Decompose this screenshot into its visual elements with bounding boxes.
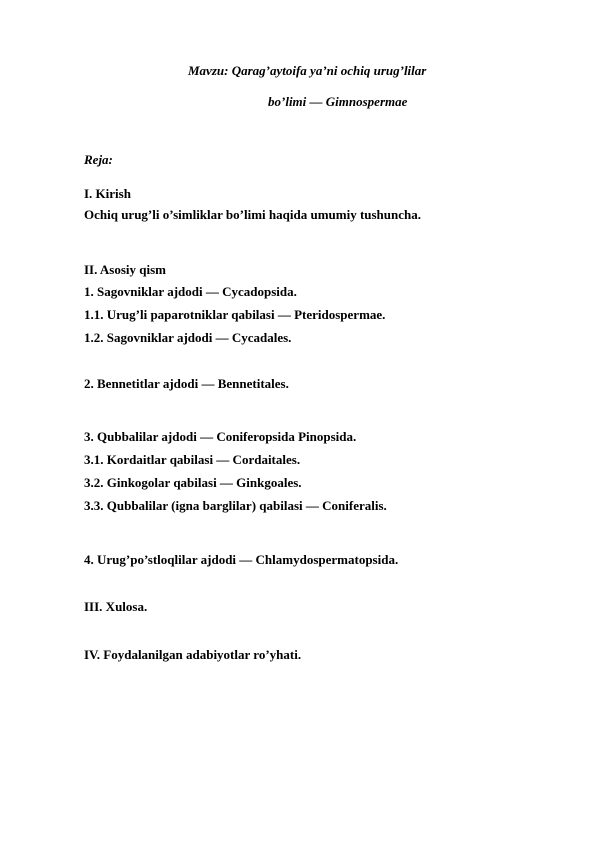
section-intro-heading: I. Kirish: [84, 186, 131, 201]
list-item: 3.3. Qubbalilar (igna barglilar) qabilasi — Coniferalis.: [84, 498, 387, 513]
plan-label: Reja:: [84, 152, 113, 167]
list-item: 1.2. Sagovniklar ajdodi — Cycadales.: [84, 330, 292, 345]
list-item: 1.1. Urug’li paparotniklar qabilasi — Pteridospermae.: [84, 307, 386, 322]
list-item: Ochiq urug’li o’simliklar bo’limi haqida umumiy tushuncha.: [84, 207, 421, 222]
section-conclusion-heading: III. Xulosa.: [84, 599, 148, 614]
list-item: 4. Urug’po’stloqlilar ajdodi — Chlamydospermatopsida.: [84, 552, 399, 567]
title-line-1: Mavzu: Qarag’aytoifa ya’ni ochiq urug’lilar: [188, 63, 427, 78]
section-references-heading: IV. Foydalanilgan adabiyotlar ro’yhati.: [84, 647, 302, 662]
list-item: 3.1. Kordaitlar qabilasi — Cordaitales.: [84, 452, 301, 467]
list-item: 1. Sagovniklar ajdodi — Cycadopsida.: [84, 284, 297, 299]
list-item: 3. Qubbalilar ajdodi — Coniferopsida Pinopsida.: [84, 429, 357, 444]
section-main-heading: II. Asosiy qism: [84, 262, 166, 277]
list-item: 2. Bennetitlar ajdodi — Bennetitales.: [84, 376, 289, 391]
title-line-2: bo’limi — Gimnospermae: [268, 94, 408, 109]
list-item: 3.2. Ginkogolar qabilasi — Ginkgoales.: [84, 475, 302, 490]
